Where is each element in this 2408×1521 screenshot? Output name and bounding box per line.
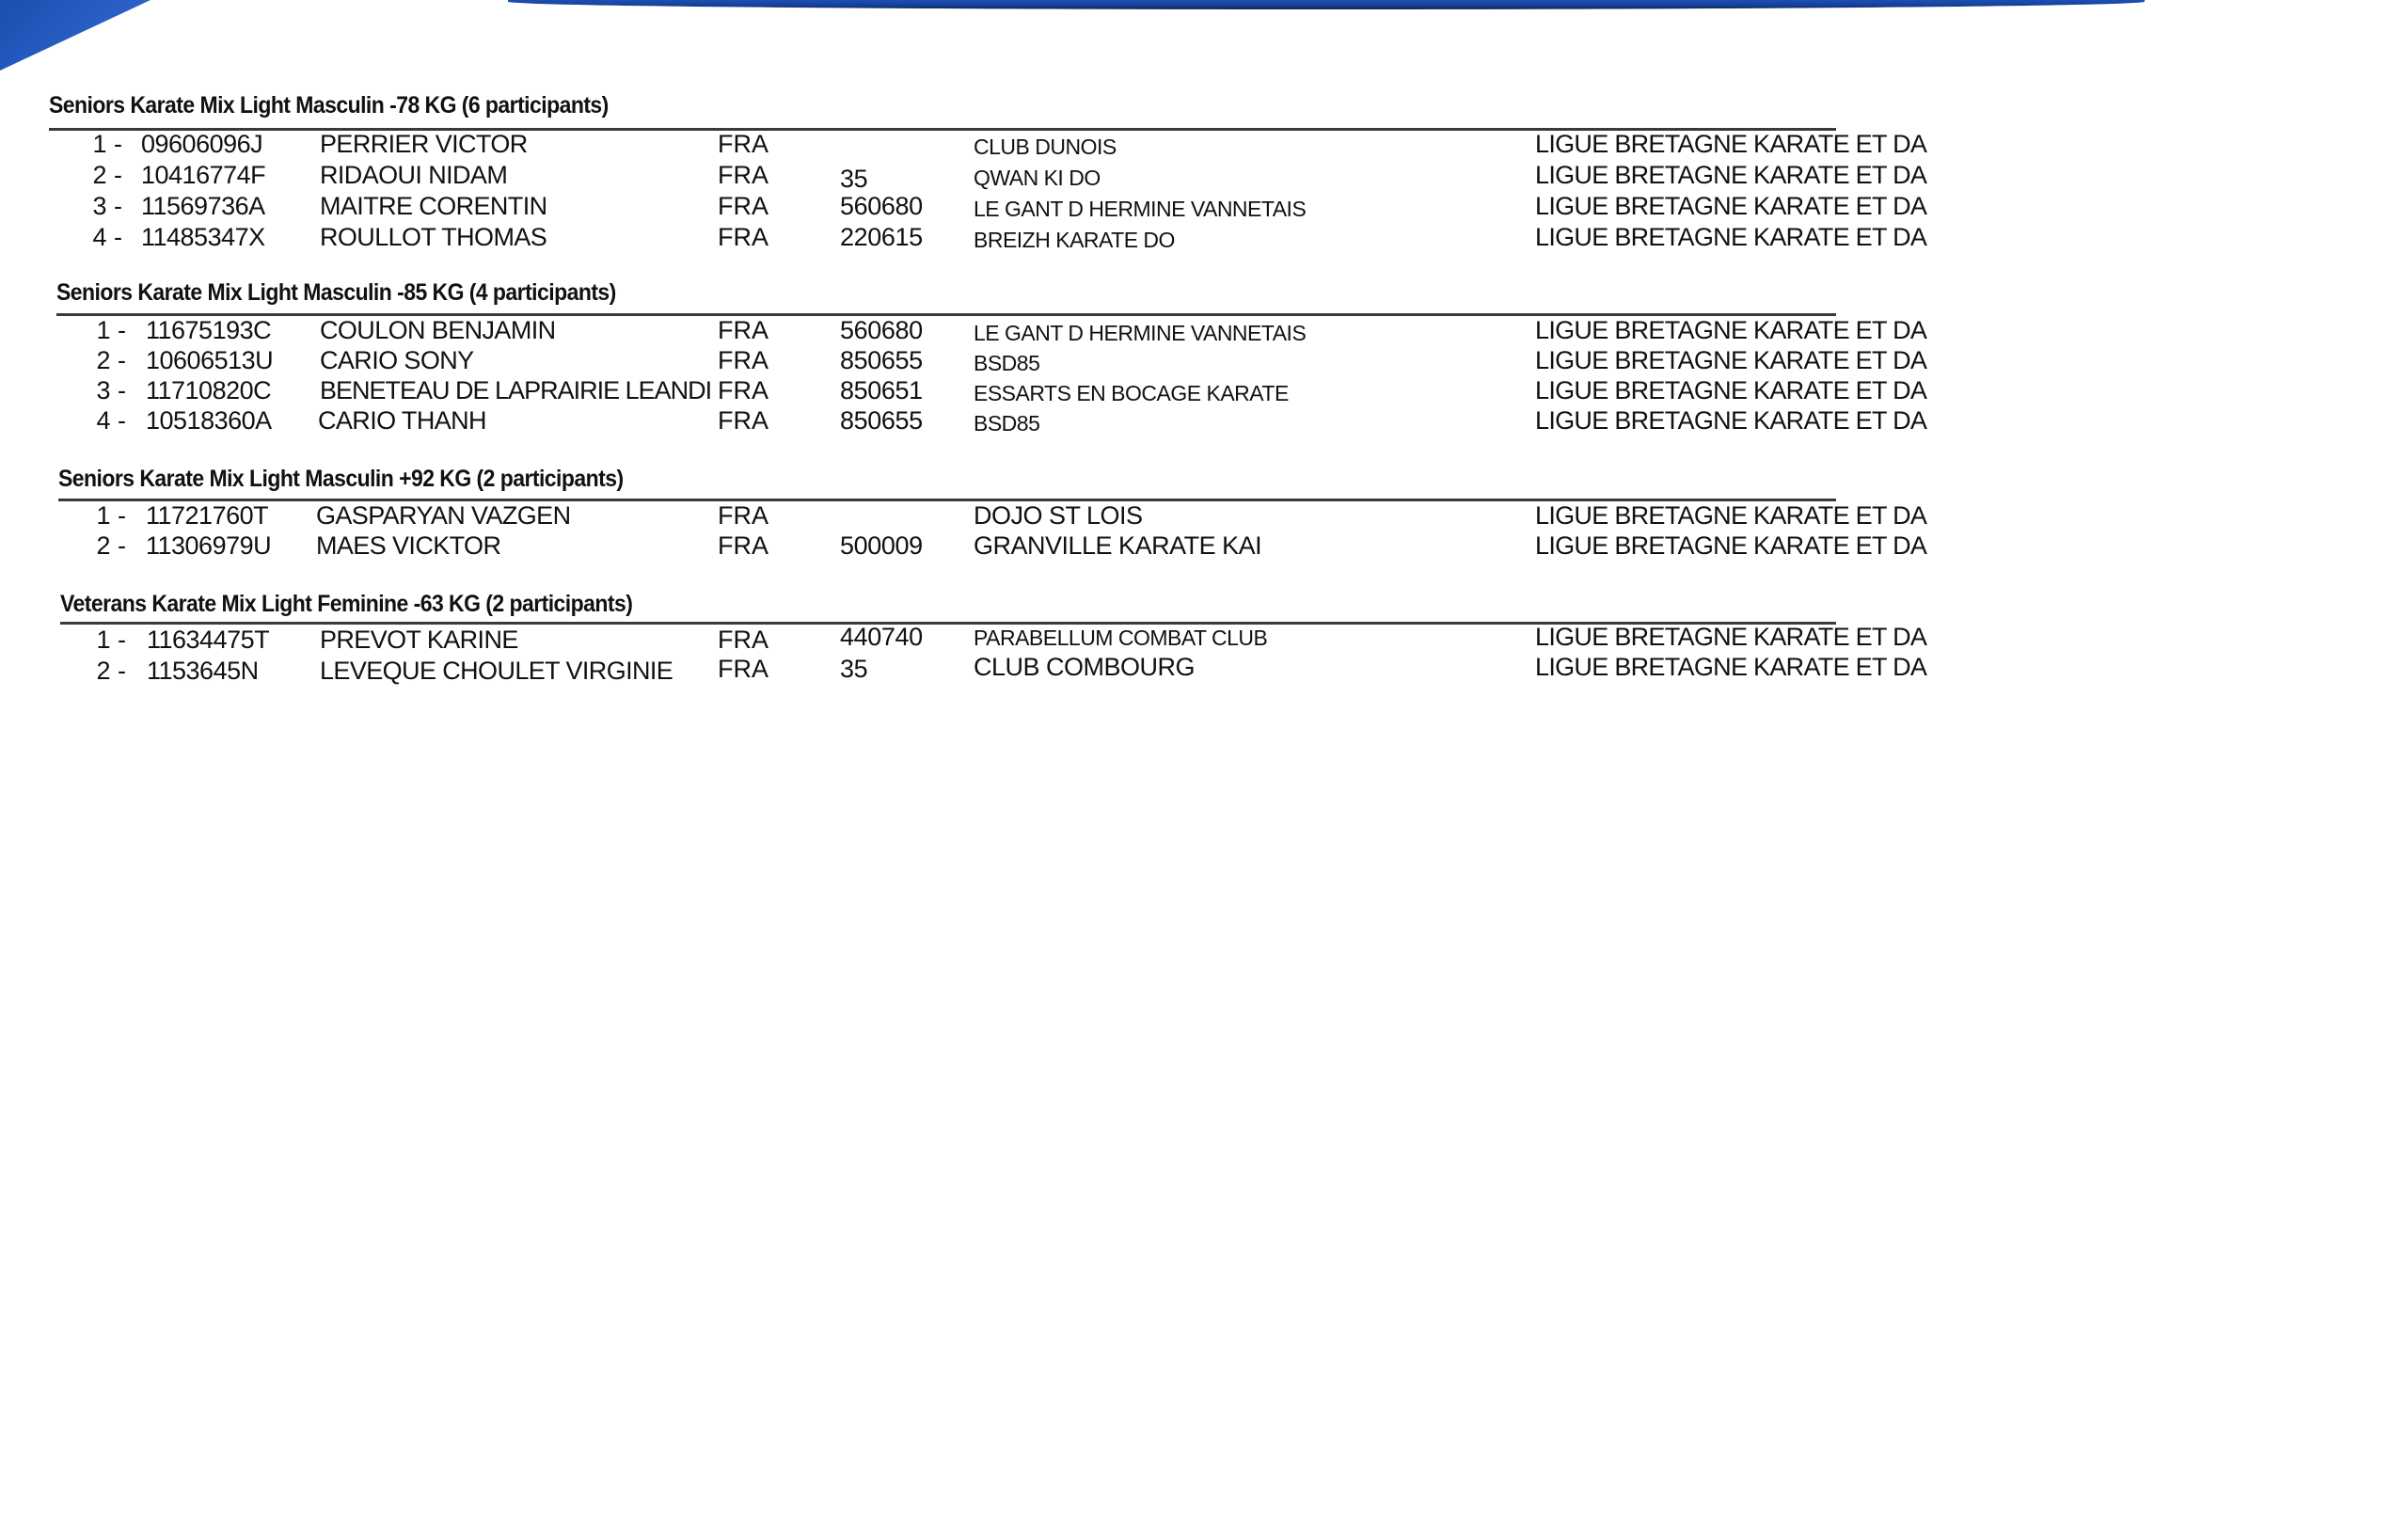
club-name: GRANVILLE KARATE KAI <box>974 531 1262 560</box>
league-name: LIGUE BRETAGNE KARATE ET DA <box>1535 531 1927 560</box>
rank: 4 - <box>96 406 126 435</box>
league-name: LIGUE BRETAGNE KARATE ET DA <box>1535 653 1927 681</box>
participant-row <box>0 161 2408 191</box>
nationality: FRA <box>718 316 768 344</box>
license-id: 11675193C <box>146 316 272 344</box>
participant-name: CARIO SONY <box>320 346 474 374</box>
participant-name: ROULLOT THOMAS <box>320 223 547 251</box>
nationality: FRA <box>718 655 768 683</box>
club-name: LE GANT D HERMINE VANNETAIS <box>974 197 1307 221</box>
rank: 1 - <box>96 626 126 654</box>
club-code: 220615 <box>840 223 923 251</box>
category-title: Seniors Karate Mix Light Masculin +92 KG (2 participants) <box>58 466 624 492</box>
nationality: FRA <box>718 130 768 158</box>
participant-row <box>0 192 2408 222</box>
club-code: 850655 <box>840 406 923 435</box>
decorative-top-band <box>508 0 2145 9</box>
club-name: QWAN KI DO <box>974 166 1101 190</box>
club-code: 560680 <box>840 316 923 344</box>
category-title: Veterans Karate Mix Light Feminine -63 KG (2 participants) <box>60 591 633 617</box>
league-name: LIGUE BRETAGNE KARATE ET DA <box>1535 223 1927 251</box>
rank: 2 - <box>96 531 126 560</box>
league-name: LIGUE BRETAGNE KARATE ET DA <box>1535 346 1927 374</box>
league-name: LIGUE BRETAGNE KARATE ET DA <box>1535 406 1927 435</box>
license-id: 11306979U <box>146 531 272 560</box>
participant-row <box>0 623 2408 656</box>
nationality: FRA <box>718 501 768 530</box>
license-id: 11710820C <box>146 376 272 404</box>
participant-row <box>0 316 2408 346</box>
club-name: BSD85 <box>974 411 1040 436</box>
rank: 3 - <box>96 376 126 404</box>
rank: 2 - <box>96 657 126 685</box>
club-name: CLUB COMBOURG <box>974 653 1196 681</box>
participant-row <box>0 130 2408 160</box>
nationality: FRA <box>718 192 768 220</box>
participant-name: LEVEQUE CHOULET VIRGINIE <box>320 657 673 685</box>
club-name: ESSARTS EN BOCAGE KARATE <box>974 381 1289 405</box>
rank: 1 - <box>96 501 126 530</box>
club-code: 500009 <box>840 531 923 560</box>
participant-row <box>0 223 2408 253</box>
nationality: FRA <box>718 161 768 189</box>
league-name: LIGUE BRETAGNE KARATE ET DA <box>1535 623 1927 651</box>
participant-name: BENETEAU DE LAPRAIRIE LEANDI <box>320 376 712 404</box>
license-id: 11721760T <box>146 501 269 530</box>
participant-row <box>0 376 2408 406</box>
participant-row <box>0 531 2408 562</box>
league-name: LIGUE BRETAGNE KARATE ET DA <box>1535 192 1927 220</box>
league-name: LIGUE BRETAGNE KARATE ET DA <box>1535 316 1927 344</box>
participant-row <box>0 346 2408 376</box>
license-id: 11569736A <box>141 192 265 220</box>
participant-name: CARIO THANH <box>318 406 486 435</box>
club-name: PARABELLUM COMBAT CLUB <box>974 626 1268 650</box>
club-name: DOJO ST LOIS <box>974 501 1143 530</box>
license-id: 11485347X <box>141 223 265 251</box>
club-name: BREIZH KARATE DO <box>974 228 1175 252</box>
participant-row <box>0 406 2408 436</box>
participant-row <box>0 653 2408 687</box>
participant-name: GASPARYAN VAZGEN <box>316 501 571 530</box>
club-code: 560680 <box>840 192 923 220</box>
rank: 4 - <box>92 223 122 251</box>
category-title: Seniors Karate Mix Light Masculin -85 KG (4 participants) <box>56 279 616 306</box>
license-id: 09606096J <box>141 130 263 158</box>
league-name: LIGUE BRETAGNE KARATE ET DA <box>1535 161 1927 189</box>
participant-name: MAES VICKTOR <box>316 531 501 560</box>
rank: 2 - <box>96 346 126 374</box>
participant-name: COULON BENJAMIN <box>320 316 556 344</box>
license-id: 10518360A <box>146 406 272 435</box>
club-name: BSD85 <box>974 351 1040 375</box>
rank: 2 - <box>92 161 122 189</box>
league-name: LIGUE BRETAGNE KARATE ET DA <box>1535 130 1927 158</box>
participant-name: PERRIER VICTOR <box>320 130 528 158</box>
club-code: 850651 <box>840 376 923 404</box>
participant-row <box>0 501 2408 531</box>
participant-name: RIDAOUI NIDAM <box>320 161 508 189</box>
nationality: FRA <box>718 376 768 404</box>
nationality: FRA <box>718 223 768 251</box>
decorative-corner-band <box>0 0 150 71</box>
rank: 3 - <box>92 192 122 220</box>
nationality: FRA <box>718 406 768 435</box>
nationality: FRA <box>718 626 768 654</box>
rank: 1 - <box>92 130 122 158</box>
participant-name: PREVOT KARINE <box>320 626 518 654</box>
category-title: Seniors Karate Mix Light Masculin -78 KG (6 participants) <box>49 92 609 119</box>
club-code: 440740 <box>840 623 923 651</box>
club-code: 850655 <box>840 346 923 374</box>
license-id: 10606513U <box>146 346 274 374</box>
license-id: 11634475T <box>147 626 270 654</box>
nationality: FRA <box>718 346 768 374</box>
license-id: 1153645N <box>147 657 259 685</box>
club-name: CLUB DUNOIS <box>974 135 1117 159</box>
club-code: 35 <box>840 165 868 193</box>
club-code: 35 <box>840 655 868 683</box>
nationality: FRA <box>718 531 768 560</box>
license-id: 10416774F <box>141 161 266 189</box>
league-name: LIGUE BRETAGNE KARATE ET DA <box>1535 501 1927 530</box>
rank: 1 - <box>96 316 126 344</box>
club-name: LE GANT D HERMINE VANNETAIS <box>974 321 1307 345</box>
league-name: LIGUE BRETAGNE KARATE ET DA <box>1535 376 1927 404</box>
participant-name: MAITRE CORENTIN <box>320 192 547 220</box>
